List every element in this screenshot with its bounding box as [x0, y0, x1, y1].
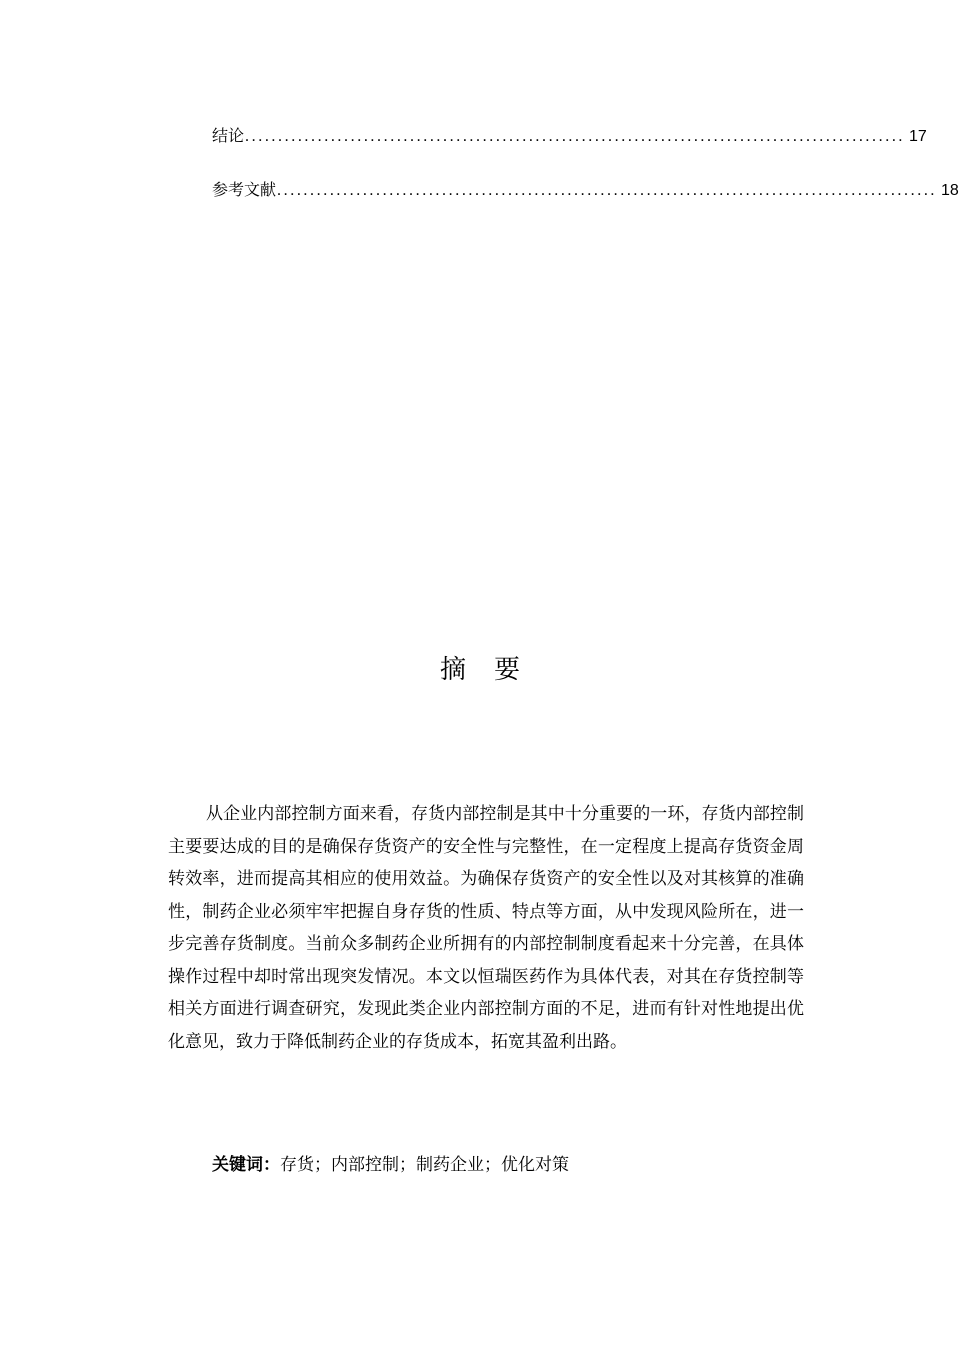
toc-entry-references[interactable]: [212, 176, 959, 203]
toc-dot-leader: ....................................................................................................: [277, 182, 938, 199]
keywords-line: [212, 1151, 812, 1179]
toc-entry-page: 18: [941, 182, 959, 199]
keywords-label: 关键词：: [212, 1155, 280, 1175]
toc-entry-title: 参考文献: [212, 180, 277, 199]
toc-entry-title: 结论: [212, 126, 245, 145]
toc-entry-conclusion[interactable]: [212, 122, 927, 149]
table-of-contents: [212, 122, 959, 230]
toc-dot-leader: ....................................................................................................: [245, 128, 906, 145]
abstract-paragraph: 从企业内部控制方面来看，存货内部控制是其中十分重要的一环，存货内部控制主要要达成的目的是确保存货资产的安全性与完整性，在一定程度上提高存货资金周转效率，进而提高其相应的使用效益。为确保存货资产的安全性以及对其核算的准确性，制药企业必须牢牢把握自身存货的性质、特点等方面，从中发现风险所在，进一步完善存货制度。当前众多制药企业所拥有的内部控制制度看起来十分完善，在具体操作过程中却时常出现突发情况。本文以恒瑞医药作为具体代表，对其在存货控制等相关方面进行调查研究，发现此类企业内部控制方面的不足，进而有针对性地提出优化意见，致力于降低制药企业的存货成本，拓宽其盈利出路。: [168, 804, 804, 1052]
keywords-value: 存货；内部控制；制药企业；优化对策: [280, 1155, 569, 1175]
toc-entry-page: 17: [909, 128, 927, 145]
abstract-heading: 摘要: [439, 655, 548, 685]
